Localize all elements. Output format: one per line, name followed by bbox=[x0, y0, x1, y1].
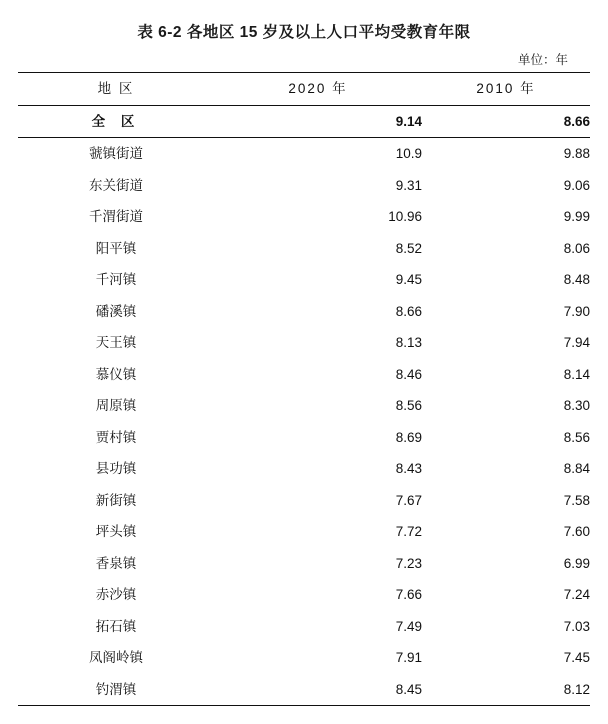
cell-2010: 7.24 bbox=[563, 587, 590, 602]
cell-2020: 8.43 bbox=[395, 461, 422, 476]
cell-2010: 8.30 bbox=[563, 398, 590, 413]
cell-2020: 8.69 bbox=[395, 429, 422, 445]
cell-region: 千渭街道 bbox=[89, 209, 143, 224]
cell-region: 周原镇 bbox=[95, 398, 137, 413]
cell-2010: 7.45 bbox=[563, 650, 590, 665]
cell-2010: 9.88 bbox=[563, 146, 590, 161]
cell-2020: 7.66 bbox=[395, 587, 422, 602]
cell-2010: 7.03 bbox=[563, 618, 590, 634]
page-title: 表 6-2 各地区 15 岁及以上人口平均受教育年限 bbox=[137, 24, 471, 41]
cell-region: 虢镇街道 bbox=[89, 146, 143, 161]
table-row bbox=[18, 138, 590, 170]
cell-2020: 8.52 bbox=[395, 240, 422, 256]
cell-2020: 7.91 bbox=[395, 650, 422, 665]
table-row bbox=[18, 327, 590, 359]
cell-2010: 6.99 bbox=[563, 555, 590, 571]
table-row bbox=[18, 233, 590, 265]
cell-region: 赤沙镇 bbox=[95, 587, 137, 602]
table-row bbox=[18, 359, 590, 391]
cell-2010: 8.66 bbox=[422, 105, 590, 138]
table-row bbox=[18, 485, 590, 517]
table-row bbox=[18, 674, 590, 706]
cell-2020: 9.45 bbox=[395, 272, 422, 287]
cell-2010: 8.06 bbox=[563, 240, 590, 256]
cell-2010: 7.90 bbox=[563, 303, 590, 319]
table-row bbox=[18, 516, 590, 548]
cell-2010: 8.14 bbox=[563, 366, 590, 382]
table-row bbox=[18, 201, 590, 233]
table-row bbox=[18, 296, 590, 328]
table-body bbox=[18, 105, 590, 706]
cell-2020: 8.46 bbox=[395, 366, 422, 382]
cell-2010: 8.48 bbox=[563, 272, 590, 287]
cell-region: 千河镇 bbox=[95, 272, 137, 287]
table-header-row bbox=[18, 73, 590, 106]
cell-2020: 8.66 bbox=[395, 303, 422, 319]
cell-region: 钓渭镇 bbox=[18, 674, 214, 706]
cell-2020: 8.13 bbox=[395, 335, 422, 350]
cell-2020: 8.56 bbox=[395, 398, 422, 413]
cell-region: 香泉镇 bbox=[95, 555, 137, 571]
table-row bbox=[18, 548, 590, 580]
cell-2020: 10.96 bbox=[388, 209, 422, 224]
education-years-table bbox=[18, 72, 590, 706]
column-header-2010: 2010 年 bbox=[422, 73, 590, 106]
cell-2020: 7.49 bbox=[395, 618, 422, 634]
table-row bbox=[18, 264, 590, 296]
cell-2020: 7.72 bbox=[395, 524, 422, 539]
table-row bbox=[18, 390, 590, 422]
cell-region: 磻溪镇 bbox=[95, 303, 137, 319]
cell-2010: 8.84 bbox=[563, 461, 590, 476]
table-row-total bbox=[18, 105, 590, 138]
cell-2020: 8.45 bbox=[214, 674, 422, 706]
cell-2020: 9.14 bbox=[214, 105, 422, 138]
cell-region: 县功镇 bbox=[95, 461, 137, 476]
cell-2010: 7.60 bbox=[563, 524, 590, 539]
cell-region: 慕仪镇 bbox=[95, 366, 137, 382]
table-row bbox=[18, 453, 590, 485]
cell-region: 东关街道 bbox=[89, 177, 143, 193]
table-row bbox=[18, 611, 590, 643]
cell-2010: 7.94 bbox=[563, 335, 590, 350]
cell-2010: 8.12 bbox=[422, 674, 590, 706]
table-row bbox=[18, 642, 590, 674]
cell-region: 贾村镇 bbox=[95, 429, 137, 445]
column-header-region: 地 区 bbox=[18, 73, 214, 106]
cell-2020: 7.67 bbox=[395, 492, 422, 508]
cell-2010: 9.06 bbox=[563, 177, 590, 193]
cell-2020: 9.31 bbox=[395, 177, 422, 193]
table-row bbox=[18, 579, 590, 611]
cell-region: 阳平镇 bbox=[95, 240, 137, 256]
table-row bbox=[18, 170, 590, 202]
cell-2010: 7.58 bbox=[563, 492, 590, 508]
cell-region: 天王镇 bbox=[95, 335, 137, 350]
cell-region: 全 区 bbox=[18, 105, 214, 138]
unit-label: 单位：年 bbox=[517, 53, 568, 67]
footer-note bbox=[0, 712, 608, 724]
cell-region: 坪头镇 bbox=[95, 524, 137, 539]
cell-2010: 8.56 bbox=[563, 429, 590, 445]
cell-2020: 10.9 bbox=[395, 146, 422, 161]
table-row bbox=[18, 422, 590, 454]
column-header-2020: 2020 年 bbox=[214, 73, 422, 106]
cell-region: 拓石镇 bbox=[95, 618, 137, 634]
cell-region: 新街镇 bbox=[95, 492, 137, 508]
cell-region: 凤阁岭镇 bbox=[89, 650, 143, 665]
cell-2010: 9.99 bbox=[563, 209, 590, 224]
cell-2020: 7.23 bbox=[395, 555, 422, 571]
